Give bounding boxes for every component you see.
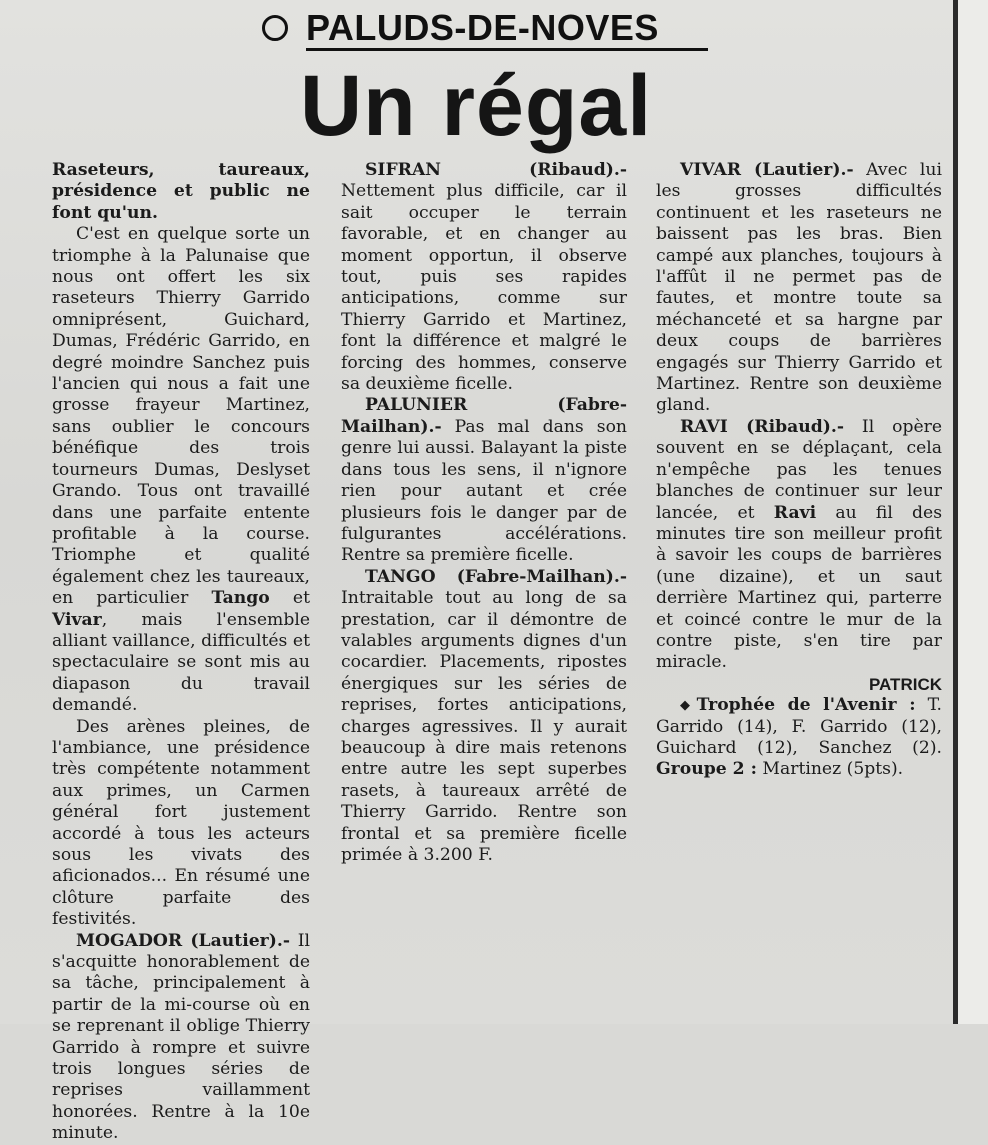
bull-text: Nettement plus difficile, car il sait occuper le terrain favorable, et en changer au moment opportun, il observe tout, puis ses rapides anticipations, comme sur Thierry Garrido et Martinez, font la différence et malgré le forcing des hommes, conserve sa deuxième ficelle. [341,181,627,395]
column-2 [341,160,627,866]
column-3 [656,160,942,781]
bull-text: Intraitable tout au long de sa prestation, car il démontre de valables arguments dignes d'un cocardier. Placements, ripostes énergiques sur les séries de reprises, fortes anticipations, charges agressives. Il y aurait beaucoup à dire mais retenons entre autre les sept superbes rasets, à taureaux arrêté de Thierry Garrido. Rentre son frontal et sa première ficelle primée à 3.200 F. [341,588,627,865]
bull-report-palunier [341,395,627,566]
diamond-bullet-icon: ◆ [680,698,697,714]
trophy-heading: Trophée de l'Avenir : [696,695,916,716]
bull-report-mogador [52,931,310,1145]
text-run: , mais l'ensemble alliant vaillance, difficultés et spectaculaire se sont mis au diapason du travail demandé. [52,609,310,716]
bullet-circle-icon [262,15,288,41]
text-run: et [292,588,311,609]
column-1 [52,160,310,1145]
bull-text: Il opère souvent en se déplaçant, cela n'empêche pas les tenues blanches de continuer sur leur lancée, et [656,416,943,523]
section-kicker [262,8,712,48]
bull-report-ravi [656,417,942,674]
bull-name-tango: Tango [211,588,270,609]
bull-report-vivar [656,160,942,417]
bull-report-sifran [341,160,627,395]
bull-heading: SIFRAN (Ribaud).- [365,160,627,180]
bull-name-vivar: Vivar [52,609,102,630]
bull-heading: RAVI (Ribaud).- [680,416,845,437]
bull-text: Il s'acquitte honorablement de sa tâche, principalement à partir de la mi-course où en se reprenant il oblige Thierry Garrido à rompre et suivre trois longues séries de reprises vaillamment honorées. Rentre à la 10e minute. [52,930,310,1144]
trophy-results: T. Garrido (14), F. Garrido (12), Guichard (12), Sanchez (2). [656,695,943,758]
paragraph-1 [52,224,310,716]
bull-heading: TANGO (Fabre-Mailhan).- [365,566,627,587]
bull-text: Avec lui les grosses difficultés continuent et les raseteurs ne baissent pas les bras. Bien campé aux planches, toujours à l'affût il ne permet pas de fautes, et montre toute sa méchanceté et sa hargne par deux coups de barrières engagés sur Thierry Garrido et Martinez. Rentre son deuxième gland. [656,160,942,416]
author-signature: PATRICK [868,674,942,694]
bull-name-ravi: Ravi [773,502,817,523]
bull-text: Pas mal dans son genre lui aussi. Balayant la piste dans tous les sens, il n'ignore rien pour autant et crée plusieurs fois le danger par de fulgurantes accélérations. Rentre sa première ficelle. [341,416,627,566]
text-run: C'est en quelque sorte un triomphe à la Palunaise que nous ont offert les six raseteurs Thierry Garrido omniprésent, Guichard, Dumas, Frédéric Garrido, en degré moindre Sanchez puis l'ancien qui nous a fait une grosse frayeur Martinez, sans oublier le concours bénéfique des trois tourneurs Dumas, Deslyset Grando. Tous ont travaillé dans une parfaite entente profitable à la course. Triomphe et qualité également chez les taureaux, en particulier [52,224,310,609]
lead-paragraph: Raseteurs, taureaux, présidence et public ne font qu'un. [52,160,310,223]
results-box [656,695,942,781]
group-results: Martinez (5pts). [756,759,904,780]
page-title: Un régal [300,58,653,154]
margin-strip [958,0,988,1024]
bull-report-tango [341,567,627,867]
kicker-text: PALUDS-DE-NOVES [306,7,659,48]
paragraph-2: Des arènes pleines, de l'ambiance, une présidence très compétente notamment aux primes, un Carmen général fort justement accordé à tous les acteurs sous les vivats des aficionados... En résumé une clôture parfaite des festivités. [52,716,310,930]
bull-heading: PALUNIER (Fabre-Mailhan).- [341,395,627,437]
bull-heading: MOGADOR (Lautier).- [76,930,290,951]
bull-heading: VIVAR (Lautier).- [680,160,854,180]
kicker-underline [306,48,708,51]
bull-text: au fil des minutes tire son meilleur profit à savoir les coups de barrières (une dizaine), et un saut derrière Martinez qui, parterre et coincé contre le mur de la contre piste, s'en tire par miracle. [656,502,943,673]
group-heading: Groupe 2 : [656,759,757,780]
